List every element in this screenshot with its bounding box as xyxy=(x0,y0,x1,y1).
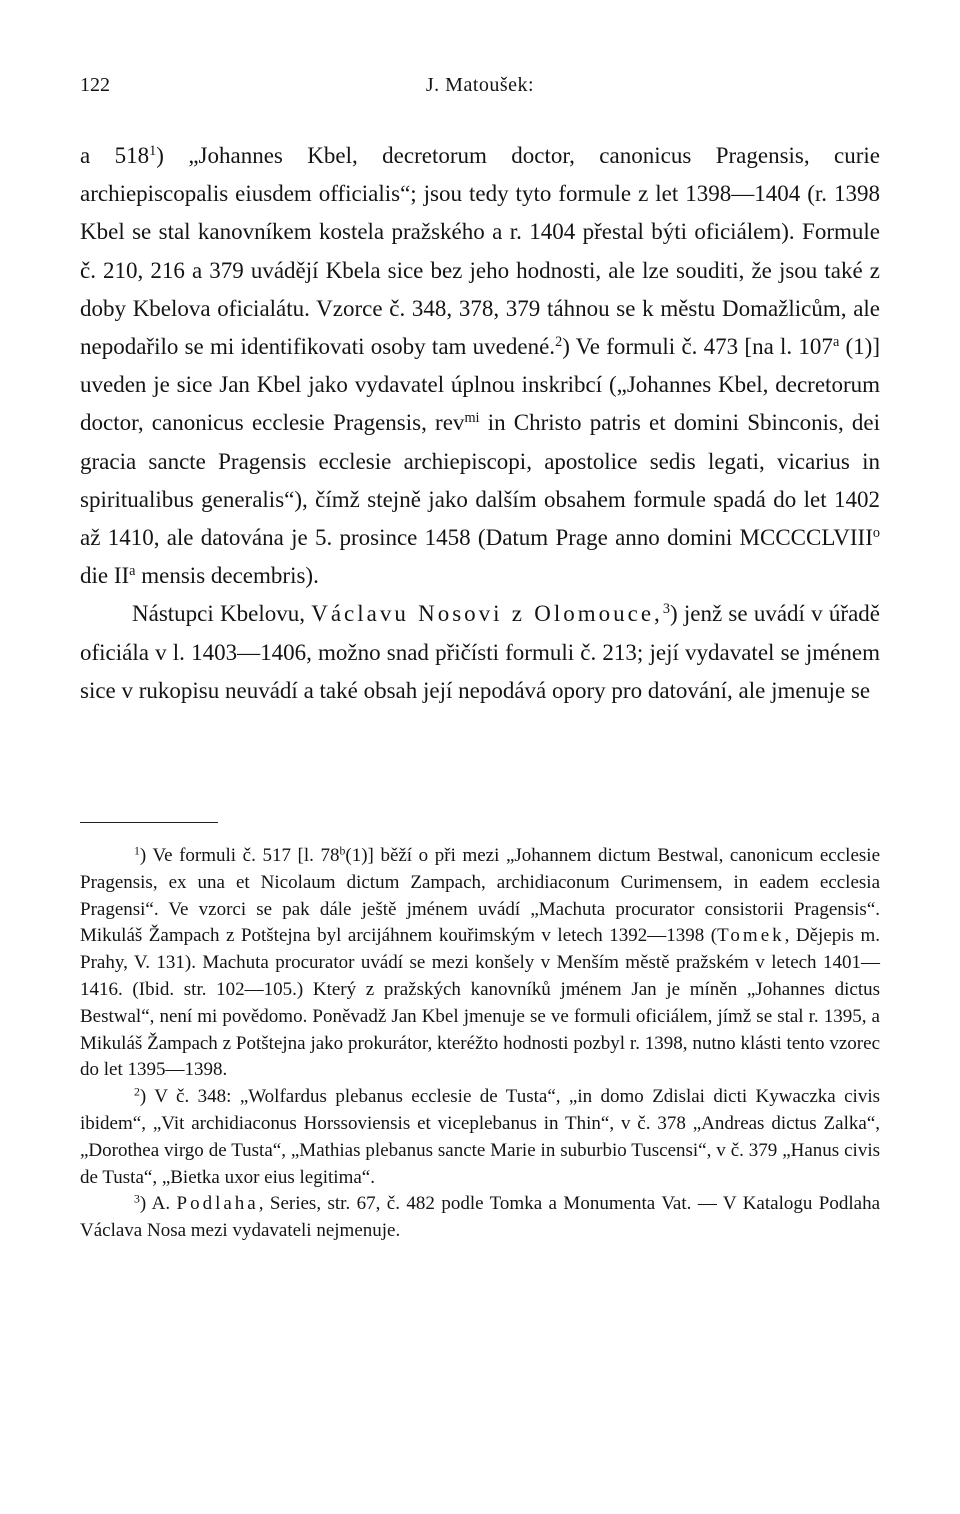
text-run: (1)] uveden je sice Jan Kbel jako vydavatel úplnou inskribcí („Johannes Kbel, decretorum doctor, canonicus ecclesie Pragensis, rev xyxy=(80,334,880,436)
text-run: ) „Johannes Kbel, decretorum doctor, canonicus Pragensis, curie archiepiscopalis eiusdem officialis“; jsou tedy tyto formule z let 1398—1404 (r. 1398 Kbel se stal kanovníkem kostela pražského a r. 1404 přestal býti oficiálem). Formule č. 210, 216 a 379 uvádějí Kbela sice bez jeho hodnosti, ale lze souditi, že jsou také z doby Kbelova oficialátu. Vzorce č. 348, 378, 379 táhnou se k městu Domažlicům, ale nepodařilo se mi identifikovati osoby tam uvedené. xyxy=(80,143,880,360)
text-run: , Series, str. 67, č. 482 podle Tomka a Monumenta Vat. — V Katalogu Podlaha Václava Nosa mezi vydavateli nejmenuje. xyxy=(80,1193,880,1242)
author-name: Podlaha xyxy=(176,1193,259,1215)
text-run: ) V č. 348: „Wolfardus plebanus ecclesie de Tusta“, „in domo Zdislai dicti Kywaczka civis ibidem“, „Vit archidiaconus Horssoviensis et viceplebanus in Thin“, v č. 378 „Andreas dictus Zalka“, „Dorothea virgo de Tusta“, „Mathias plebanus sancte Marie in suburbio Tuscensi“, v č. 379 „Hanus civis de Tusta“, „Bietka uxor eius legitima“. xyxy=(80,1086,880,1188)
text-run: ) jenž se uvádí v úřadě oficiála v l. 1403—1406, možno snad přičísti formuli č. 213; její vydavatel se jménem sice v rukopisu neuvádí a také obsah její nepodává opory pro datování, ale jmenuje se xyxy=(80,601,880,703)
text-run: Nástupci Kbelovu, xyxy=(132,601,312,627)
person-name: Václavu Nosovi z Olomouce, xyxy=(311,601,663,627)
paragraph-2 xyxy=(80,595,880,710)
paragraph-1 xyxy=(80,137,880,595)
text-run: mensis decembris). xyxy=(135,563,319,589)
text-run: (1)] běží o při mezi „Johannem dictum Bestwal, canonicum ecclesie Pragensis, ex una et Nicolaum dictum Zampach, archidiaconum Curimensem, in eadem ecclesia Pragensi“. Ve vzorci se pak dále ještě jménem uvádí „Machuta procurator consistorii Pragensis“. Mikuláš Žampach z Potštejna byl arcijáhnem kouřimským v letech 1392—1398 ( xyxy=(80,845,880,947)
superscript: a xyxy=(129,563,136,580)
superscript: a xyxy=(832,334,840,351)
footnote-divider xyxy=(80,822,218,823)
footnote-ref-1: 1 xyxy=(149,143,157,160)
footnote-ref-2: 2 xyxy=(555,334,563,351)
text-run: die II xyxy=(80,563,130,589)
superscript: b xyxy=(339,844,346,858)
footnotes xyxy=(80,843,880,1245)
footnote-marker: 3 xyxy=(134,1192,140,1206)
page-header xyxy=(80,74,880,104)
text-run: ) A. xyxy=(139,1193,177,1215)
text-run: ) Ve formuli č. 517 [l. 78 xyxy=(139,845,340,866)
footnote-2 xyxy=(80,1084,880,1191)
text-run: , Dějepis m. Prahy, V. 131). Machuta procurator uvádí se mezi konšely v Menším městě pražském v letech 1401—1416. (Ibid. str. 102—105.) Který z pražských kanovníků jménem Jan je míněn „Johannes dictus Bestwal“, není mi povědomo. Poněvadž Jan Kbel jmenuje se ve formuli oficiálem, jímž se stal r. 1395, a Mikuláš Žampach z Potštejna jako prokurátor, kteréžto hodnosti pozbyl r. 1398, nutno klásti tento vzorec do let 1395—1398. xyxy=(80,925,880,1081)
superscript: o xyxy=(872,525,880,542)
running-head: J. Matoušek: xyxy=(425,74,535,96)
text-run: ) Ve formuli č. 473 [na l. 107 xyxy=(562,334,833,360)
main-text xyxy=(80,137,880,710)
text-run: in Christo patris et domini Sbinconis, dei gracia sancte Pragensis ecclesie archiepiscopi, apostolice sedis legati, vicarius in spiritualibus generalis“), čímž stejně jako dalším obsahem formule spadá do let 1402 až 1410, ale datována je 5. prosince 1458 (Datum Prage anno domini MCCCCLVIII xyxy=(80,410,880,551)
text-run: a 518 xyxy=(80,143,150,168)
page-number: 122 xyxy=(80,74,110,96)
footnote-marker: 1 xyxy=(134,844,140,858)
footnote-1 xyxy=(80,843,880,1084)
author-name: Tomek xyxy=(717,925,785,947)
superscript: mi xyxy=(464,410,480,427)
footnote-ref-3: 3 xyxy=(662,601,670,618)
footnote-marker: 2 xyxy=(134,1085,140,1099)
footnote-3 xyxy=(80,1191,880,1245)
